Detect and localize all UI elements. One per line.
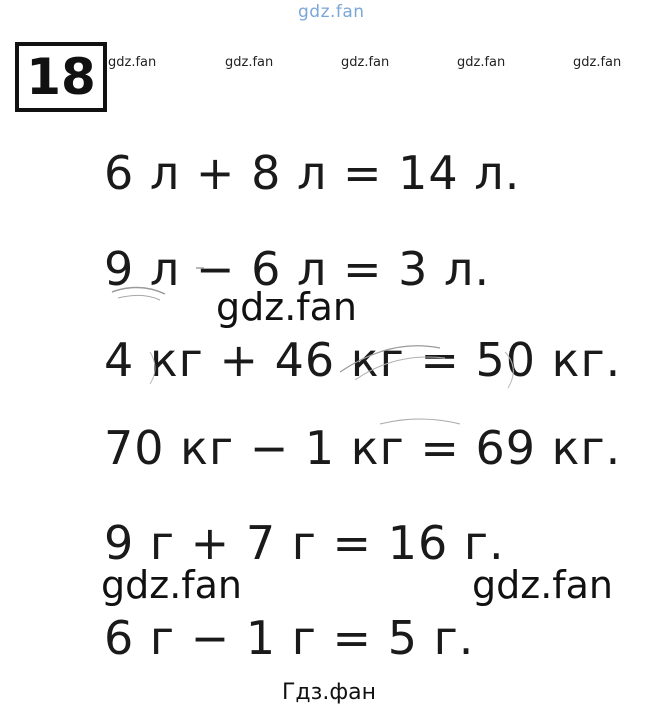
equation-3: 4 кг + 46 кг = 50 кг.	[104, 333, 622, 387]
watermark-lower-left: gdz.fan	[101, 563, 243, 607]
watermark-middle: gdz.fan	[216, 285, 358, 329]
watermark-top: gdz.fan	[298, 2, 365, 22]
watermark-row-item: gdz.fan	[108, 55, 157, 70]
equation-1: 6 л + 8 л = 14 л.	[104, 146, 521, 200]
watermark-row-item: gdz.fan	[457, 55, 506, 70]
task-number-box	[15, 42, 107, 112]
watermark-bottom: Гдз.фан	[282, 680, 376, 705]
watermark-row-item: gdz.fan	[573, 55, 622, 70]
watermark-row-item: gdz.fan	[341, 55, 390, 70]
equation-5: 9 г + 7 г = 16 г.	[104, 516, 505, 570]
equation-2: 9 л − 6 л = 3 л.	[104, 242, 491, 296]
watermark-row	[0, 55, 661, 75]
equation-6: 6 г − 1 г = 5 г.	[104, 611, 475, 665]
watermark-row-item: gdz.fan	[225, 55, 274, 70]
task-number: 18	[26, 48, 96, 106]
watermark-lower-right: gdz.fan	[472, 563, 614, 607]
equation-4: 70 кг − 1 кг = 69 кг.	[104, 421, 622, 475]
